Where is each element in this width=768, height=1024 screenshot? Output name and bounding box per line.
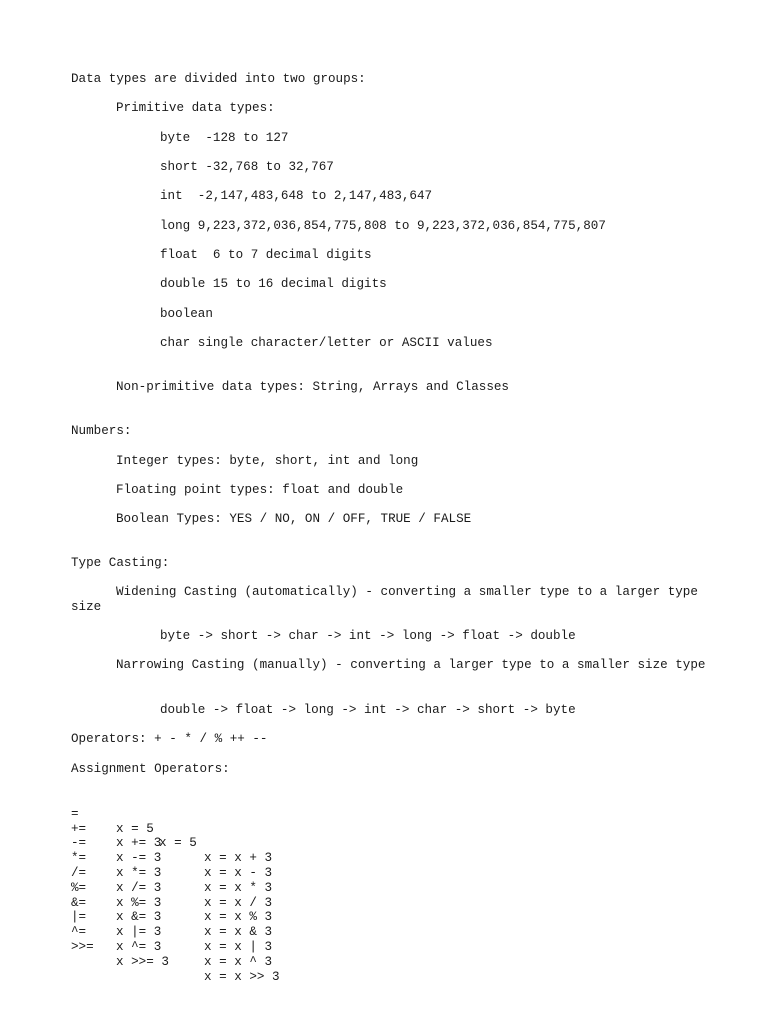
same-as-cell: x = x / 3 [204, 895, 273, 910]
operator-cell: >>= [71, 939, 94, 954]
primitive-item-long: long 9,223,372,036,854,775,808 to 9,223,372,036,854,775,807 [160, 219, 606, 233]
widening-chain: byte -> short -> char -> int -> long -> float -> double [160, 629, 576, 643]
example-cell: x += 3 [116, 836, 162, 851]
primitive-item-int: int -2,147,483,648 to 2,147,483,647 [160, 189, 433, 203]
same-as-cell: x = x | 3 [204, 939, 273, 954]
example-cell: x %= 3 [116, 895, 162, 910]
assignment-operators-table [71, 792, 280, 984]
operator-cell: |= [71, 910, 87, 925]
operator-cell: *= [71, 851, 87, 866]
same-as-cell: x = x - 3 [204, 865, 273, 880]
same-as-cell: x = x >> 3 [204, 969, 280, 984]
same-as-cell: x = x * 3 [204, 880, 273, 895]
table-row [71, 896, 273, 954]
example-cell: x |= 3 [116, 925, 162, 940]
narrowing-chain: double -> float -> long -> int -> char -> short -> byte [160, 703, 576, 717]
operators-line: Operators: + - * / % ++ -- [71, 732, 268, 746]
table-row [71, 866, 273, 925]
numbers-item-boolean: Boolean Types: YES / NO, ON / OFF, TRUE / FALSE [116, 512, 472, 526]
table-row [71, 925, 280, 984]
example-cell: x = 5 [116, 821, 154, 836]
primitive-item-double: double 15 to 16 decimal digits [160, 277, 387, 291]
primitive-item-float: float 6 to 7 decimal digits [160, 248, 372, 262]
primitive-item-char: char single character/letter or ASCII values [160, 336, 493, 350]
numbers-item-integer: Integer types: byte, short, int and long [116, 454, 419, 468]
narrowing-text: Narrowing Casting (manually) - converting a larger type to a smaller size type [116, 658, 706, 672]
example-cell: x /= 3 [116, 880, 162, 895]
same-as-cell: x = x & 3 [204, 925, 273, 940]
non-primitive-line: Non-primitive data types: String, Arrays and Classes [116, 380, 509, 394]
numbers-heading: Numbers: [71, 424, 132, 438]
example-cell: x >>= 3 [116, 954, 169, 969]
table-row [71, 881, 273, 940]
same-as-cell: x = 5 [159, 836, 197, 851]
operator-cell: %= [71, 880, 87, 895]
operator-cell: = [71, 806, 79, 821]
table-row [71, 910, 273, 969]
example-cell: x *= 3 [116, 865, 162, 880]
primitive-item-short: short -32,768 to 32,767 [160, 160, 334, 174]
primitive-item-boolean: boolean [160, 307, 213, 321]
example-cell: x ^= 3 [116, 939, 162, 954]
example-cell: x -= 3 [116, 851, 162, 866]
same-as-cell: x = x % 3 [204, 910, 273, 925]
operator-cell: += [71, 821, 87, 836]
widening-text: Widening Casting (automatically) - converting a smaller type to a larger type size [71, 585, 706, 614]
operator-cell: -= [71, 836, 87, 851]
intro-line: Data types are divided into two groups: [71, 72, 366, 86]
type-casting-heading: Type Casting: [71, 556, 170, 570]
operator-cell: &= [71, 895, 87, 910]
primitive-item-byte: byte -128 to 127 [160, 131, 289, 145]
assignment-heading: Assignment Operators: [71, 762, 230, 776]
primitive-heading: Primitive data types: [116, 101, 275, 115]
table-row [71, 851, 273, 910]
operator-cell: ^= [71, 925, 87, 940]
same-as-cell: x = x ^ 3 [204, 954, 273, 969]
same-as-cell: x = x + 3 [204, 851, 273, 866]
example-cell: x &= 3 [116, 910, 162, 925]
numbers-item-floating: Floating point types: float and double [116, 483, 404, 497]
operator-cell: /= [71, 865, 87, 880]
